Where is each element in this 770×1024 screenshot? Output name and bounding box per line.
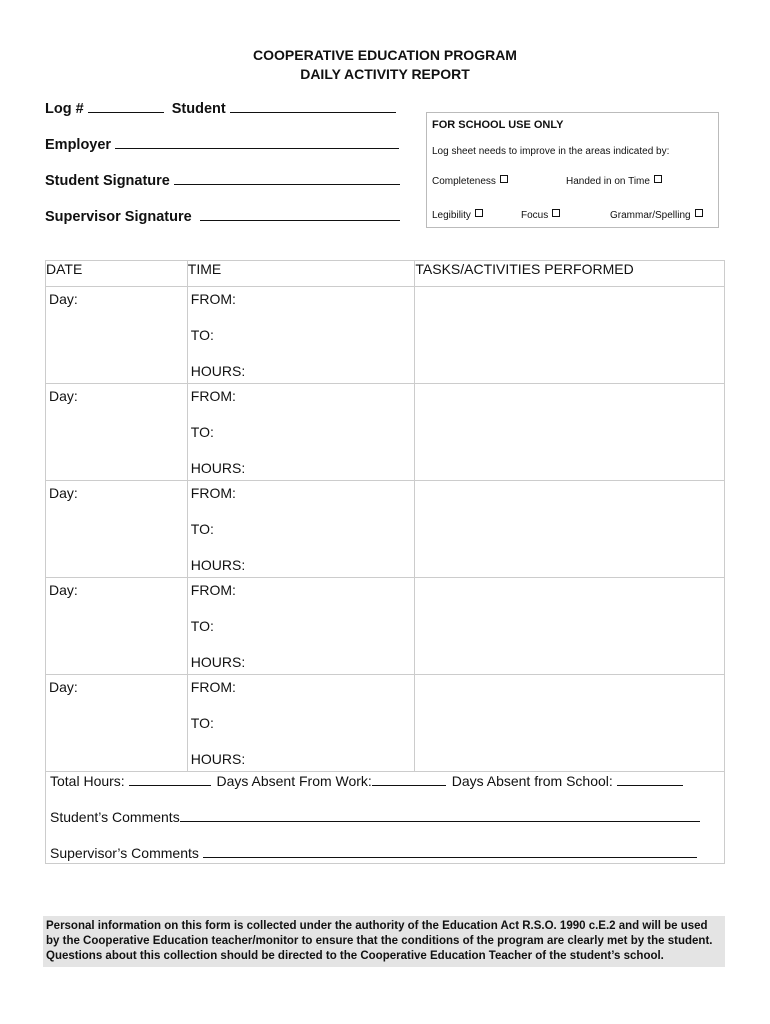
legibility-option	[432, 209, 483, 221]
hours-absence-row	[50, 773, 683, 789]
completeness-option	[432, 175, 508, 187]
to-label: TO:	[190, 521, 214, 537]
time-cell[interactable]	[187, 481, 415, 578]
focus-option	[521, 209, 560, 221]
activity-log-table	[45, 260, 725, 772]
table-row	[46, 287, 725, 384]
day-label: Day:	[49, 291, 78, 307]
table-row	[46, 384, 725, 481]
col-tasks-header: TASKS/ACTIVITIES PERFORMED	[415, 261, 725, 287]
student-comments-field[interactable]	[180, 810, 700, 822]
student-name-field[interactable]	[230, 101, 396, 113]
focus-label: Focus	[521, 210, 549, 221]
total-hours-label: Total Hours:	[50, 773, 125, 789]
time-cell[interactable]	[187, 384, 415, 481]
student-signature-label: Student Signature	[45, 173, 170, 189]
days-absent-work-field[interactable]	[372, 774, 446, 786]
handed-in-option	[566, 175, 662, 187]
table-row	[46, 675, 725, 772]
hours-label: HOURS:	[190, 460, 246, 476]
student-signature-field[interactable]	[174, 173, 400, 185]
legibility-checkbox[interactable]	[475, 209, 483, 217]
supervisor-signature-field[interactable]	[200, 209, 400, 221]
from-label: FROM:	[190, 388, 236, 404]
grammar-option	[610, 209, 703, 221]
supervisor-signature-label: Supervisor Signature	[45, 209, 192, 225]
student-label: Student	[171, 101, 226, 117]
date-cell[interactable]	[46, 384, 188, 481]
supervisor-comments-label: Supervisor’s Comments	[50, 845, 199, 861]
completeness-checkbox[interactable]	[500, 175, 508, 183]
to-label: TO:	[190, 327, 214, 343]
days-absent-school-label: Days Absent from School:	[451, 773, 613, 789]
student-comments-row	[50, 809, 700, 825]
school-use-title: FOR SCHOOL USE ONLY	[432, 119, 564, 131]
to-label: TO:	[190, 424, 214, 440]
completeness-label: Completeness	[432, 176, 496, 187]
handed-in-label: Handed in on Time	[566, 176, 650, 187]
legibility-label: Legibility	[432, 210, 471, 221]
to-label: TO:	[190, 618, 214, 634]
day-label: Day:	[49, 679, 78, 695]
date-cell[interactable]	[46, 675, 188, 772]
time-cell[interactable]	[187, 287, 415, 384]
time-cell[interactable]	[187, 578, 415, 675]
date-cell[interactable]	[46, 287, 188, 384]
from-label: FROM:	[190, 582, 236, 598]
handed-in-checkbox[interactable]	[654, 175, 662, 183]
date-cell[interactable]	[46, 481, 188, 578]
from-label: FROM:	[190, 679, 236, 695]
date-cell[interactable]	[46, 578, 188, 675]
grammar-label: Grammar/Spelling	[610, 210, 691, 221]
employer-row	[45, 137, 399, 153]
employer-label: Employer	[45, 137, 112, 153]
supervisor-signature-row	[45, 209, 400, 225]
student-signature-row	[45, 173, 400, 189]
hours-label: HOURS:	[190, 751, 246, 767]
summary-box	[45, 766, 725, 864]
school-use-box	[426, 112, 719, 228]
log-student-row	[45, 101, 396, 117]
tasks-cell[interactable]	[415, 287, 725, 384]
log-label: Log #	[45, 101, 84, 117]
tasks-cell[interactable]	[415, 675, 725, 772]
hours-label: HOURS:	[190, 557, 246, 573]
student-comments-label: Student’s Comments	[50, 809, 180, 825]
hours-label: HOURS:	[190, 363, 246, 379]
days-absent-work-label: Days Absent From Work:	[216, 773, 372, 789]
supervisor-comments-row	[50, 845, 697, 861]
time-cell[interactable]	[187, 675, 415, 772]
day-label: Day:	[49, 485, 78, 501]
days-absent-school-field[interactable]	[617, 774, 683, 786]
school-use-instruction: Log sheet needs to improve in the areas indicated by:	[432, 146, 670, 157]
form-title: COOPERATIVE EDUCATION PROGRAM	[253, 47, 517, 63]
total-hours-field[interactable]	[129, 774, 211, 786]
grammar-checkbox[interactable]	[695, 209, 703, 217]
from-label: FROM:	[190, 291, 236, 307]
table-header-row	[46, 261, 725, 287]
from-label: FROM:	[190, 485, 236, 501]
tasks-cell[interactable]	[415, 481, 725, 578]
hours-label: HOURS:	[190, 654, 246, 670]
col-time-header: TIME	[187, 261, 415, 287]
supervisor-comments-field[interactable]	[203, 846, 697, 858]
col-date-header: DATE	[46, 261, 188, 287]
to-label: TO:	[190, 715, 214, 731]
form-subtitle: DAILY ACTIVITY REPORT	[300, 66, 470, 82]
focus-checkbox[interactable]	[552, 209, 560, 217]
table-row	[46, 481, 725, 578]
day-label: Day:	[49, 388, 78, 404]
log-number-field[interactable]	[88, 101, 164, 113]
tasks-cell[interactable]	[415, 578, 725, 675]
privacy-notice: Personal information on this form is collected under the authority of the Education Act R.S.O. 1990 c.E.2 and will be used by the Cooperative Education teacher/monitor to ensure that the conditions of the program are clearly met by the student. Questions about this collection should be directed to the Cooperative Education Teacher of the student’s school.	[43, 916, 725, 967]
employer-field[interactable]	[115, 137, 399, 149]
day-label: Day:	[49, 582, 78, 598]
tasks-cell[interactable]	[415, 384, 725, 481]
table-row	[46, 578, 725, 675]
